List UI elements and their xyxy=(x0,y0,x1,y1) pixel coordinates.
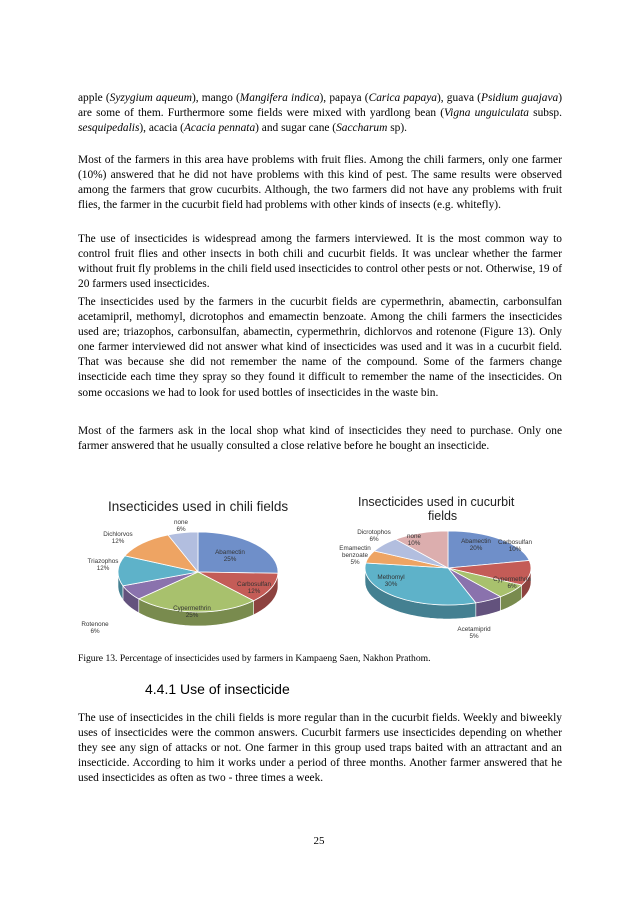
slice-label: Dicrotophos 6% xyxy=(357,529,391,543)
species-name: Acacia pennata xyxy=(183,122,256,135)
text-run: subsp. xyxy=(529,107,562,120)
text-run: ), guava ( xyxy=(436,92,481,104)
chart-title: Insecticides used in chili fields xyxy=(108,499,289,514)
pie-chart-2 xyxy=(339,495,532,640)
species-name: sesquipedalis xyxy=(78,122,140,135)
slice-label: Abamectin 20% xyxy=(461,538,491,552)
slice-label: Emamectin benzoate 5% xyxy=(339,545,371,566)
slice-label: Cypermethrin 25% xyxy=(173,605,211,619)
paragraph-fruit-trees xyxy=(78,91,562,136)
figure-caption: Figure 13. Percentage of insecticides used by farmers in Kampaeng Saen, Nakhon Prathom. xyxy=(78,653,431,664)
paragraph-insecticide-types: The insecticides used by the farmers in the cucurbit fields are cypermethrin, abamectin, carbonsulfan acetamipril, methomyl, dicrotophos and emamectin benzoate. Among the chili farmers the insecticides used are; triazophos, carbonsulfan, abamectin, cypermethrin, dichlorvos and rotenone (Figure 13). Only one farmer interviewed did not answer what kind of insecticides was used and it was in a cucurbit field. That was because she did not remember the name of the compound. Some of the farmers change insecticide each time they spray so they found it difficult to remember the name of the insecticides. On some occasions we had to look for used bottles of insecticides in the waste bin. xyxy=(78,296,562,399)
figure-13-charts xyxy=(78,490,562,645)
slice-label: Carbosulfan 12% xyxy=(237,581,271,595)
slice-label: Cypermethrin 6% xyxy=(493,576,531,590)
species-name: Saccharum xyxy=(336,122,388,135)
text-run: ), papaya ( xyxy=(319,92,369,104)
slice-label: Triazophos 12% xyxy=(87,558,119,572)
slice-label: Abamectin 25% xyxy=(215,549,245,563)
slice-label: Rotenone 6% xyxy=(81,621,109,635)
slice-label: Dichlorvos 12% xyxy=(103,531,133,545)
paragraph-use-frequency: The use of insecticides in the chili fields is more regular than in the cucurbit fields. Weekly and biweekly uses of insecticides were the common answers. Cucurbit farmers use insecticides depending on whether they see any sign of attacks or not. One farmer in this group used traps baited with an attractant and an insecticide. According to him it works under a period of three months. Another farmer answered that he used insecticides as often as two - three times a week. xyxy=(78,712,562,785)
slice-label: Acetamiprid 5% xyxy=(457,626,491,640)
text-run: apple ( xyxy=(78,92,110,104)
text-run: ) are some of them. Furthermore some fields were mixed with yardlong bean ( xyxy=(78,92,563,120)
text-run: ) and sugar cane ( xyxy=(255,122,337,135)
section-heading: 4.4.1 Use of insecticide xyxy=(145,681,290,697)
chart-title: Insecticides used in cucurbit xyxy=(358,495,515,509)
slice-label: Carbosulfan 10% xyxy=(498,539,532,553)
species-name: Syzygium aqueum xyxy=(109,92,192,104)
pie-chart-1 xyxy=(81,499,288,635)
paragraph-fruit-flies: Most of the farmers in this area have problems with fruit flies. Among the chili farmers, only one farmer (10%) answered that he did not have problems with this kind of pest. The same results were observed among the farmers that grow cucurbits. Although, the two farmers did not have any problems with fruit flies, the farmer in the cucurbit field had problems with other kinds of insects (e.g. whitefly). xyxy=(78,154,562,212)
species-name: Psidium guajava xyxy=(480,92,559,104)
text-run: ), mango ( xyxy=(191,92,240,104)
paragraph-insecticide-use: The use of insecticides is widespread among the farmers interviewed. It is the most common way to control fruit flies and other insects in both chili and cucurbit fields. It was unclear whether the farmer without fruit fly problems in the chili field used insecticides to control other pests or not. Otherwise, 19 of 20 farmers used insecticides. xyxy=(78,233,562,291)
slice-label: none 6% xyxy=(173,519,189,533)
page-number: 25 xyxy=(313,835,325,847)
slice-label: none 10% xyxy=(406,533,422,547)
slice-label: Methomyl 30% xyxy=(377,574,405,588)
pie-charts-svg xyxy=(78,490,562,645)
species-name: Vigna unguiculata xyxy=(444,107,529,120)
species-name: Mangifera indica xyxy=(239,92,320,104)
paragraph-local-shop: Most of the farmers ask in the local shop what kind of insecticides they need to purchase. Only one farmer answered that he usually consulted a close relative before he bought an insecticide. xyxy=(78,425,562,453)
chart-title: fields xyxy=(428,509,458,523)
text-run: ), acacia ( xyxy=(139,122,184,135)
text-run: sp). xyxy=(387,122,407,135)
species-name: Carica papaya xyxy=(368,92,437,104)
